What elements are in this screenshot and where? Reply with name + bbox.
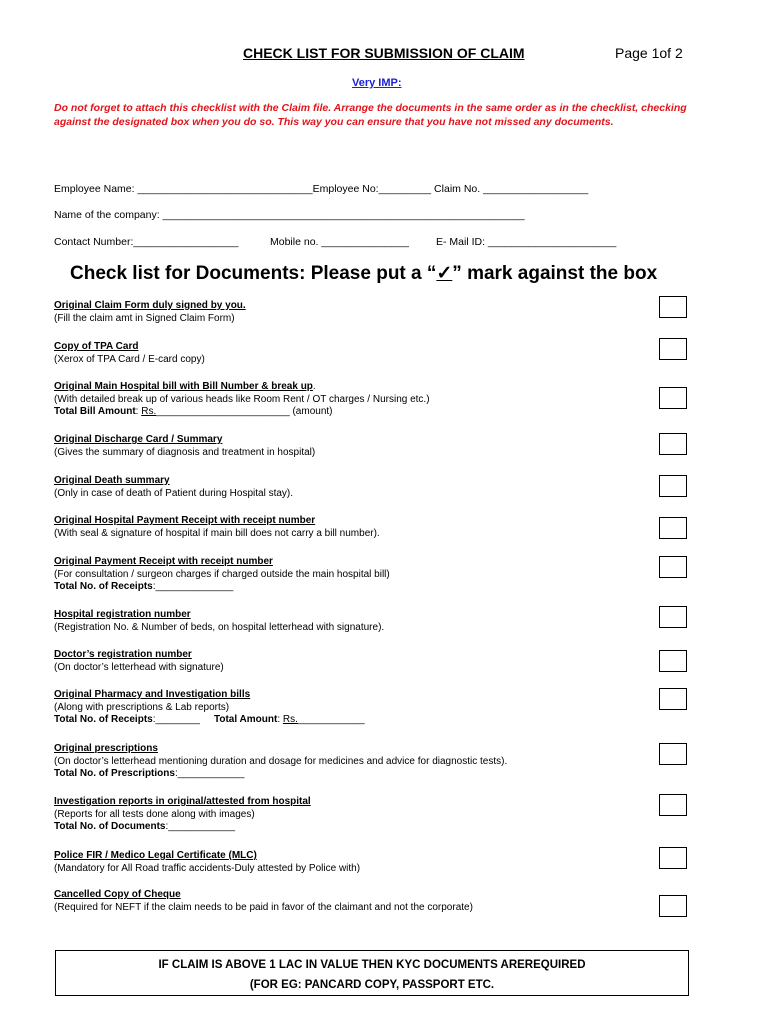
item-title: Original Pharmacy and Investigation bills [54,689,251,700]
amount-blank: ____________ [297,714,365,725]
item-description: (With seal & signature of hospital if main bill does not carry a bill number). [54,527,380,539]
checklist-item [54,381,430,419]
item-total-line: Total No. of Documents:____________ [54,821,236,832]
currency-label: Rs. [141,406,157,417]
checkbox[interactable] [659,556,687,578]
company-name-line: Name of the company: ______________________________________________________________ [54,209,525,221]
checkbox[interactable] [659,688,687,710]
item-description: (Fill the claim amt in Signed Claim Form) [54,312,235,324]
checkbox[interactable] [659,517,687,539]
total-blank: ______________ [155,581,234,592]
item-description: (Gives the summary of diagnosis and treatment in hospital) [54,446,316,458]
checklist-item [54,796,311,834]
checklist-item [54,649,224,674]
item-description: (On doctor’s letterhead mentioning duration and dosage for medicines and advice for diagnostic tests). [54,755,508,767]
checkbox[interactable] [659,606,687,628]
checklist-item [54,609,384,634]
item-title: Original prescriptions [54,743,158,754]
checklist-heading [70,262,657,285]
checklist-item [54,300,246,325]
checkbox[interactable] [659,475,687,497]
checkbox[interactable] [659,650,687,672]
item-title: Original Claim Form duly signed by you. [54,300,246,311]
total-label: Total No. of Prescriptions [54,768,175,779]
item-title: Original Hospital Payment Receipt with receipt number [54,515,316,526]
item-title: Original Death summary [54,475,170,486]
item-title: Doctor’s registration number [54,649,192,660]
item-description: (Mandatory for All Road traffic accidents-Duly attested by Police with) [54,862,361,874]
item-description: (Xerox of TPA Card / E-card copy) [54,353,205,365]
item-title: Hospital registration number [54,609,191,620]
total-blank: ________ [155,714,200,725]
checklist-item [54,341,205,366]
item-total-line: Total Bill Amount: Rs.________________________ (amount) [54,406,333,417]
checklist-item [54,434,315,459]
checkbox[interactable] [659,338,687,360]
item-title: Investigation reports in original/attested from hospital [54,796,311,807]
employee-details-line: Employee Name: ______________________________Employee No:_________ Claim No. __________________ [54,183,589,195]
checkbox[interactable] [659,387,687,409]
item-total-line: Total No. of Receipts:______________ [54,581,234,592]
total-blank: ____________ [177,768,245,779]
total-label: Total No. of Documents [54,821,166,832]
amount-label: Total Amount [214,714,278,725]
checklist-item [54,515,380,540]
heading-prefix: Check list for Documents: Please put a “ [70,263,437,284]
checklist-item [54,689,365,727]
checkbox[interactable] [659,794,687,816]
checklist-item [54,743,507,781]
email-field: E- Mail ID: ______________________ [436,236,617,248]
kyc-notice-box [55,950,689,996]
item-description: (Only in case of death of Patient during Hospital stay). [54,487,294,499]
checkbox[interactable] [659,433,687,455]
checkbox[interactable] [659,296,687,318]
checklist-item [54,889,473,914]
item-description: (Along with prescriptions & Lab reports) [54,701,230,713]
item-title: Police FIR / Medico Legal Certificate (MLC) [54,850,257,861]
kyc-line-2: (FOR EG: PANCARD COPY, PASSPORT ETC. [249,979,495,991]
item-title-suffix: . [312,381,316,392]
item-description: (Required for NEFT if the claim needs to be paid in favor of the claimant and not the corporate) [54,901,473,913]
checkbox[interactable] [659,743,687,765]
item-description: (Reports for all tests done along with images) [54,808,255,820]
item-description: (For consultation / surgeon charges if charged outside the main hospital bill) [54,568,390,580]
page-number: Page 1of 2 [615,45,683,61]
document-title: CHECK LIST FOR SUBMISSION OF CLAIM [243,45,525,61]
total-suffix: (amount) [289,406,333,417]
checklist-item [54,850,360,875]
checkbox[interactable] [659,895,687,917]
item-title: Original Main Hospital bill with Bill Number & break up [54,381,313,392]
item-title: Original Discharge Card / Summary [54,434,223,445]
item-total-line: Total No. of Receipts:________ Total Amount: Rs.____________ [54,714,365,725]
total-label: Total Bill Amount [54,406,136,417]
item-total-line: Total No. of Prescriptions:____________ [54,768,245,779]
heading-suffix: ” mark against the box [452,263,658,284]
checkbox[interactable] [659,847,687,869]
item-description: (Registration No. & Number of beds, on hospital letterhead with signature). [54,621,385,633]
contact-number-field: Contact Number:__________________ [54,236,239,248]
item-title: Cancelled Copy of Cheque [54,889,181,900]
item-description: (On doctor’s letterhead with signature) [54,661,224,673]
warning-text: Do not forget to attach this checklist with the Claim file. Arrange the documents in the same order as in the checklist, checking against the designated box when you do so. This way you can ensure that you have not missed any documents. [54,102,687,128]
check-mark-icon: ✓ [436,263,453,284]
total-label: Total No. of Receipts [54,581,153,592]
total-blank: ________________________ [156,406,290,417]
currency-label: Rs. [282,714,298,725]
total-label: Total No. of Receipts [54,714,153,725]
very-important-label: Very IMP: [352,77,402,89]
checklist-item [54,475,293,500]
kyc-line-1: IF CLAIM IS ABOVE 1 LAC IN VALUE THEN KYC DOCUMENTS AREREQUIRED [158,959,586,971]
item-title: Original Payment Receipt with receipt number [54,556,273,567]
item-description: (With detailed break up of various heads like Room Rent / OT charges / Nursing etc.) [54,393,430,405]
mobile-number-field: Mobile no. _______________ [270,236,409,248]
total-blank: ____________ [168,821,236,832]
checklist-item [54,556,390,594]
item-title: Copy of TPA Card [54,341,139,352]
